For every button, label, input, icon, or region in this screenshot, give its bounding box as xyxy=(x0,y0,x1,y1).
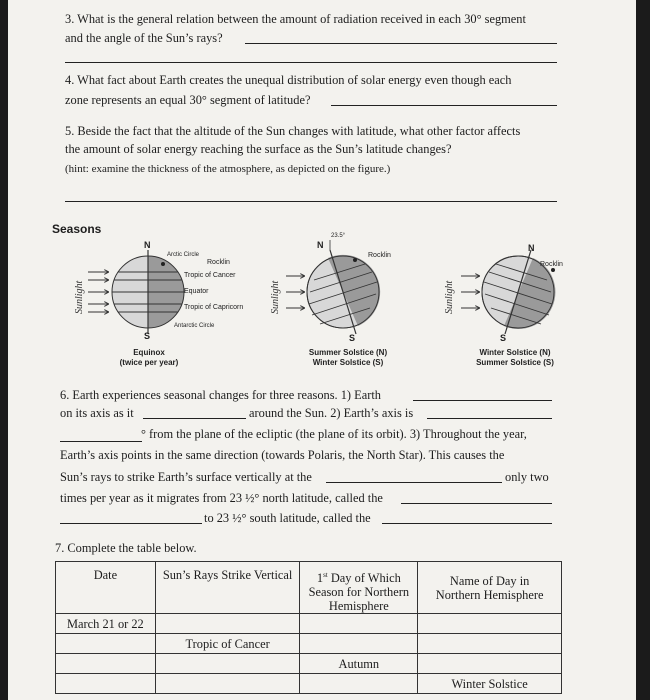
q3-line2: and the angle of the Sun’s rays? xyxy=(65,31,223,45)
q6-blank-4[interactable] xyxy=(60,441,142,442)
header-name-line1: Name of Day in xyxy=(449,573,530,588)
table-cell[interactable] xyxy=(418,634,562,654)
equator-label: Equator xyxy=(184,288,209,295)
seasons-table xyxy=(55,561,562,694)
table-row xyxy=(56,654,562,674)
tilt-angle-label: 23.5° xyxy=(331,233,346,239)
equinox-caption-line2: (twice per year) xyxy=(119,358,179,367)
antarctic-circle-label: Antarctic Circle xyxy=(174,323,215,329)
q4-answer-line[interactable] xyxy=(331,105,557,106)
header-name-of-day xyxy=(418,562,562,614)
sunlight-label-2: Sunlight xyxy=(270,280,281,314)
table-cell[interactable] xyxy=(418,614,562,634)
table-cell[interactable] xyxy=(56,654,156,674)
north-label-1: N xyxy=(144,240,151,250)
table-cell[interactable] xyxy=(56,634,156,654)
table-cell[interactable]: Winter Solstice xyxy=(418,674,562,694)
q6-line3: ° from the plane of the ecliptic (the plane of its orbit). 3) Throughout the year, xyxy=(141,427,527,441)
header-sun-rays: Sun’s Rays Strike Vertical xyxy=(155,562,300,614)
rocklin-label-1: Rocklin xyxy=(207,259,230,266)
q5-line1: 5. Beside the fact that the altitude of the Sun changes with latitude, what other factor affects xyxy=(65,124,521,138)
summer-caption-line1: Summer Solstice (N) xyxy=(308,348,388,357)
winter-caption-line2: Summer Solstice (S) xyxy=(476,358,554,367)
north-label-2: N xyxy=(317,240,324,250)
tropic-of-capricorn-label: Tropic of Capricorn xyxy=(184,304,244,311)
q6-line5b: only two xyxy=(505,470,549,484)
summer-caption-line2: Winter Solstice (S) xyxy=(312,358,384,367)
table-cell[interactable] xyxy=(300,634,418,654)
table-row xyxy=(56,614,562,634)
q6-line6: times per year as it migrates from 23 ½° north latitude, called the xyxy=(60,491,383,505)
summer-solstice-caption xyxy=(293,348,403,368)
q6-blank-3[interactable] xyxy=(427,418,552,419)
south-label-1: S xyxy=(144,331,151,341)
table-cell[interactable] xyxy=(418,654,562,674)
q6-line4: Earth’s axis points in the same direction (towards Polaris, the North Star). This causes the xyxy=(60,448,505,462)
q6-line1: 6. Earth experiences seasonal changes for three reasons. 1) Earth xyxy=(60,388,381,402)
sunlight-arrows-2 xyxy=(286,276,304,308)
table-cell[interactable] xyxy=(56,674,156,694)
header-name-line2: Northern Hemisphere xyxy=(435,587,544,602)
rocklin-label-3: Rocklin xyxy=(540,261,563,268)
worksheet-page xyxy=(8,0,636,700)
table-cell[interactable]: Autumn xyxy=(300,654,418,674)
seasons-diagram xyxy=(68,236,588,346)
table-cell[interactable]: March 21 or 22 xyxy=(56,614,156,634)
q6-blank-2[interactable] xyxy=(143,418,246,419)
header-first-day-line1: 1st Day of Which xyxy=(316,571,401,586)
south-label-2: S xyxy=(349,333,356,343)
equinox-caption-line1: Equinox xyxy=(133,348,165,357)
table-cell[interactable] xyxy=(155,674,300,694)
table-cell[interactable]: Tropic of Cancer xyxy=(155,634,300,654)
q4-line1: 4. What fact about Earth creates the unequal distribution of solar energy even though each xyxy=(65,73,512,87)
q4-line2: zone represents an equal 30° segment of latitude? xyxy=(65,93,311,107)
equinox-globe xyxy=(112,250,184,334)
header-first-day-line2: Season for Northern xyxy=(308,585,410,600)
arctic-circle-label: Arctic Circle xyxy=(167,252,200,258)
table-cell[interactable] xyxy=(300,674,418,694)
north-label-3: N xyxy=(528,243,535,253)
header-date: Date xyxy=(56,562,156,614)
q5-answer-line[interactable] xyxy=(65,201,557,202)
table-row xyxy=(56,634,562,654)
table-header-row xyxy=(56,562,562,614)
sunlight-arrows-3 xyxy=(461,276,479,308)
tropic-of-cancer-label: Tropic of Cancer xyxy=(184,272,236,279)
q6-blank-6[interactable] xyxy=(401,503,552,504)
table-row xyxy=(56,674,562,694)
q5-hint: (hint: examine the thickness of the atmosphere, as depicted on the figure.) xyxy=(65,163,391,175)
q6-blank-1[interactable] xyxy=(413,400,552,401)
winter-caption-line1: Winter Solstice (N) xyxy=(479,348,551,357)
winter-solstice-caption xyxy=(460,348,570,368)
table-cell[interactable] xyxy=(155,614,300,634)
q7-title: 7. Complete the table below. xyxy=(55,541,197,555)
q6-line2b: around the Sun. 2) Earth’s axis is xyxy=(249,406,414,420)
rocklin-label-2: Rocklin xyxy=(368,252,391,259)
q6-blank-8[interactable] xyxy=(382,523,552,524)
q3-answer-line-2[interactable] xyxy=(65,62,557,63)
q6-line7: to 23 ½° south latitude, called the xyxy=(204,511,371,525)
q3-line1: 3. What is the general relation between the amount of radiation received in each 30° segment xyxy=(65,12,526,26)
q5-line2: the amount of solar energy reaching the surface as the Sun’s latitude changes? xyxy=(65,142,452,156)
header-first-day xyxy=(300,562,418,614)
sunlight-label-1: Sunlight xyxy=(74,280,85,314)
q6-blank-5[interactable] xyxy=(326,482,502,483)
header-first-day-line3: Hemisphere xyxy=(328,599,389,614)
q6-line5a: Sun’s rays to strike Earth’s surface vertically at the xyxy=(60,470,312,484)
seasons-heading: Seasons xyxy=(52,222,102,236)
table-cell[interactable] xyxy=(300,614,418,634)
south-label-3: S xyxy=(500,333,507,343)
sunlight-arrows-1 xyxy=(88,272,108,312)
equinox-caption xyxy=(104,348,194,368)
table-cell[interactable] xyxy=(155,654,300,674)
q3-answer-line[interactable] xyxy=(245,43,557,44)
sunlight-label-3: Sunlight xyxy=(444,280,455,314)
q6-line2a: on its axis as it xyxy=(60,406,134,420)
q6-blank-7[interactable] xyxy=(60,523,202,524)
